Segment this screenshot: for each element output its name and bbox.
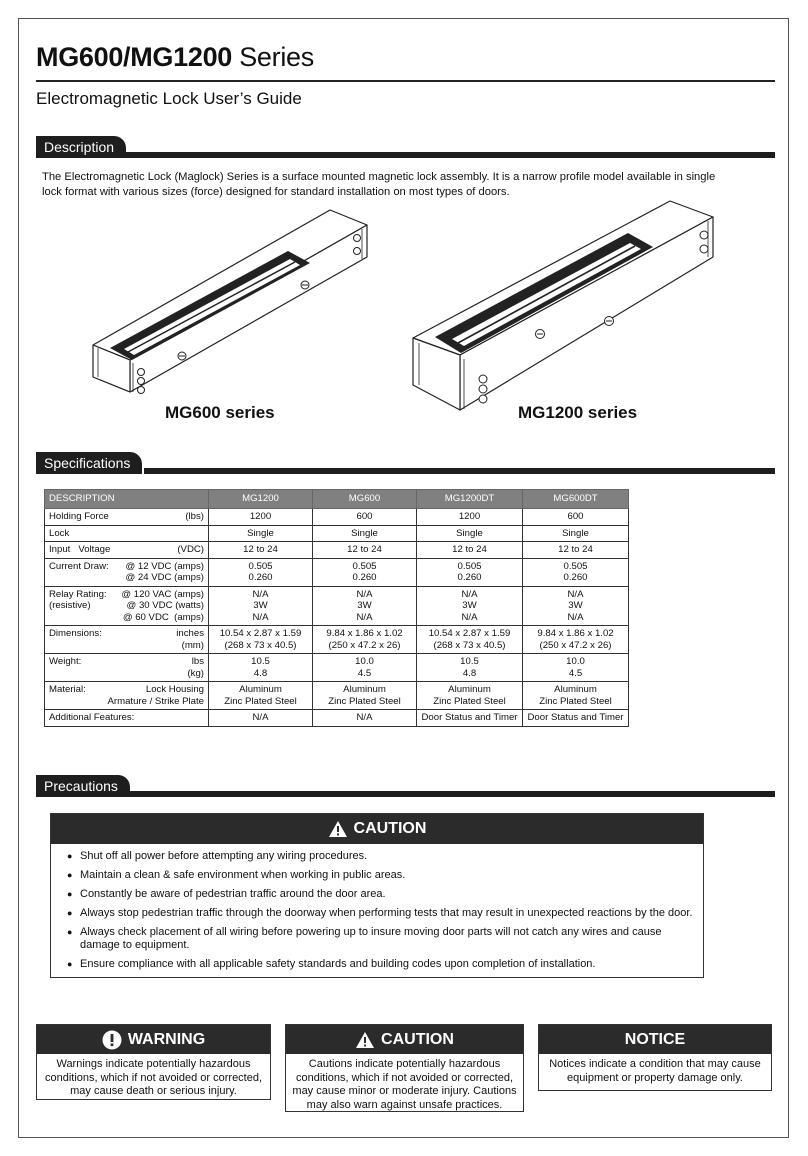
notice-legend-header [539, 1025, 771, 1054]
mg1200-caption: MG1200 series [518, 403, 638, 422]
section-header-precautions [36, 775, 775, 797]
table-row [45, 710, 629, 727]
warning-triangle-icon [328, 820, 348, 838]
row-label: Holding Force (lbs) [45, 509, 209, 526]
table-cell: Door Status and Timer [523, 710, 629, 727]
page-title: MG600/MG1200 Series [36, 42, 314, 72]
notice-legend-text: Notices indicate a condition that may cause equipment or property damage only. [549, 1058, 761, 1084]
specifications-table [44, 489, 629, 727]
table-row [45, 558, 629, 586]
table-cell: 0.505 0.260 [313, 558, 417, 586]
title-rule [36, 80, 775, 82]
table-header-cell: MG1200 [209, 490, 313, 509]
caution-list [51, 844, 703, 971]
table-row [45, 682, 629, 710]
list-item: ● Constantly be aware of pedestrian traffic around the door area. [67, 888, 703, 901]
warning-legend-text: Warnings indicate potentially hazardous conditions, which if not avoided or corrected, may cause death or serious injury. [44, 1058, 263, 1097]
table-cell: 9.84 x 1.86 x 1.02 (250 x 47.2 x 26) [313, 626, 417, 654]
table-cell: 10.54 x 2.87 x 1.59 (268 x 73 x 40.5) [417, 626, 523, 654]
caution-legend-title: CAUTION [381, 1030, 454, 1048]
section-rule [144, 468, 775, 474]
warning-triangle-icon [355, 1031, 375, 1049]
table-row [45, 654, 629, 682]
table-cell: 12 to 24 [417, 542, 523, 559]
table-cell: 600 [523, 509, 629, 526]
table-cell: 10.5 4.8 [417, 654, 523, 682]
warning-legend-box [36, 1024, 271, 1100]
row-label: Relay Rating: @ 120 VAC (amps) (resistive) @ 30 VDC (watts) @ 60 VDC (amps) [45, 586, 209, 626]
row-label: Input Voltage (VDC) [45, 542, 209, 559]
table-cell: 0.505 0.260 [417, 558, 523, 586]
table-header-cell: MG600 [313, 490, 417, 509]
section-header-specifications [36, 452, 775, 474]
table-cell: 1200 [417, 509, 523, 526]
caution-panel-title: CAUTION [353, 820, 427, 837]
table-row [45, 525, 629, 542]
row-label: Material: Lock Housing Armature / Strike Plate [45, 682, 209, 710]
table-cell: 10.5 4.8 [209, 654, 313, 682]
section-header-description [36, 136, 775, 158]
table-cell: 0.505 0.260 [523, 558, 629, 586]
table-cell: Aluminum Zinc Plated Steel [313, 682, 417, 710]
table-cell: N/A 3W N/A [313, 586, 417, 626]
table-row [45, 626, 629, 654]
section-title: Precautions [36, 775, 130, 797]
table-row [45, 509, 629, 526]
mg600-lock-illustration [90, 205, 375, 405]
mg600-caption: MG600 series [165, 403, 275, 422]
warning-legend-header [37, 1025, 270, 1054]
table-cell: 10.0 4.5 [523, 654, 629, 682]
table-cell: Single [523, 525, 629, 542]
section-rule [130, 791, 775, 797]
list-item: ● Maintain a clean & safe environment when working in public areas. [67, 869, 703, 882]
list-item: ● Shut off all power before attempting any wiring procedures. [67, 850, 703, 863]
table-cell: 1200 [209, 509, 313, 526]
table-cell: 10.54 x 2.87 x 1.59 (268 x 73 x 40.5) [209, 626, 313, 654]
page-subtitle: Electromagnetic Lock User’s Guide [36, 89, 302, 108]
row-label: Current Draw: @ 12 VDC (amps) @ 24 VDC (amps) [45, 558, 209, 586]
table-cell: Single [313, 525, 417, 542]
row-label: Lock [45, 525, 209, 542]
exclamation-circle-icon [102, 1030, 122, 1050]
table-cell: 10.0 4.5 [313, 654, 417, 682]
section-title: Specifications [36, 452, 142, 474]
row-label: Weight: lbs (kg) [45, 654, 209, 682]
caution-legend-header [286, 1025, 523, 1054]
table-cell: Single [417, 525, 523, 542]
table-cell: N/A 3W N/A [209, 586, 313, 626]
table-cell: Aluminum Zinc Plated Steel [523, 682, 629, 710]
caution-legend-box [285, 1024, 524, 1112]
table-cell: N/A 3W N/A [523, 586, 629, 626]
table-header-cell: MG600DT [523, 490, 629, 509]
table-row [45, 542, 629, 559]
table-cell: 0.505 0.260 [209, 558, 313, 586]
row-label: Additional Features: [45, 710, 209, 727]
table-header-row [45, 490, 629, 509]
notice-legend-title: NOTICE [624, 1030, 686, 1048]
table-cell: Aluminum Zinc Plated Steel [417, 682, 523, 710]
table-cell: Aluminum Zinc Plated Steel [209, 682, 313, 710]
caution-panel [50, 813, 704, 978]
section-rule [126, 152, 775, 158]
table-cell: N/A 3W N/A [417, 586, 523, 626]
table-cell: N/A [209, 710, 313, 727]
table-header-cell: DESCRIPTION [45, 490, 209, 509]
description-text: The Electromagnetic Lock (Maglock) Series is a surface mounted magnetic lock assembly. It is a narrow profile model available in single lock format with various sizes (force) designed for standard installation on most types of doors. [42, 171, 716, 198]
notice-legend-box [538, 1024, 772, 1091]
table-cell: 12 to 24 [209, 542, 313, 559]
row-label: Dimensions: inches (mm) [45, 626, 209, 654]
table-cell: 12 to 24 [523, 542, 629, 559]
list-item: ● Always check placement of all wiring before powering up to insure moving door parts will not catch any wires and cause damage to equipment. [67, 926, 667, 952]
table-header-cell: MG1200DT [417, 490, 523, 509]
table-cell: 9.84 x 1.86 x 1.02 (250 x 47.2 x 26) [523, 626, 629, 654]
table-cell: Single [209, 525, 313, 542]
table-cell: N/A [313, 710, 417, 727]
mg1200-lock-illustration [408, 195, 718, 415]
table-cell: 600 [313, 509, 417, 526]
warning-legend-title: WARNING [127, 1030, 206, 1048]
section-title: Description [36, 136, 126, 158]
caution-panel-header [51, 814, 703, 844]
table-row [45, 586, 629, 626]
table-cell: Door Status and Timer [417, 710, 523, 727]
list-item: ● Ensure compliance with all applicable safety standards and building codes upon completion of installation. [67, 958, 703, 971]
list-item: ● Always stop pedestrian traffic through the doorway when performing tests that may result in unexpected reactions by the door. [67, 907, 703, 920]
caution-legend-text: Cautions indicate potentially hazardous conditions, which if not avoided or corrected, may cause minor or moderate injury. Cautions may also warn against unsafe practices. [292, 1058, 517, 1111]
table-cell: 12 to 24 [313, 542, 417, 559]
